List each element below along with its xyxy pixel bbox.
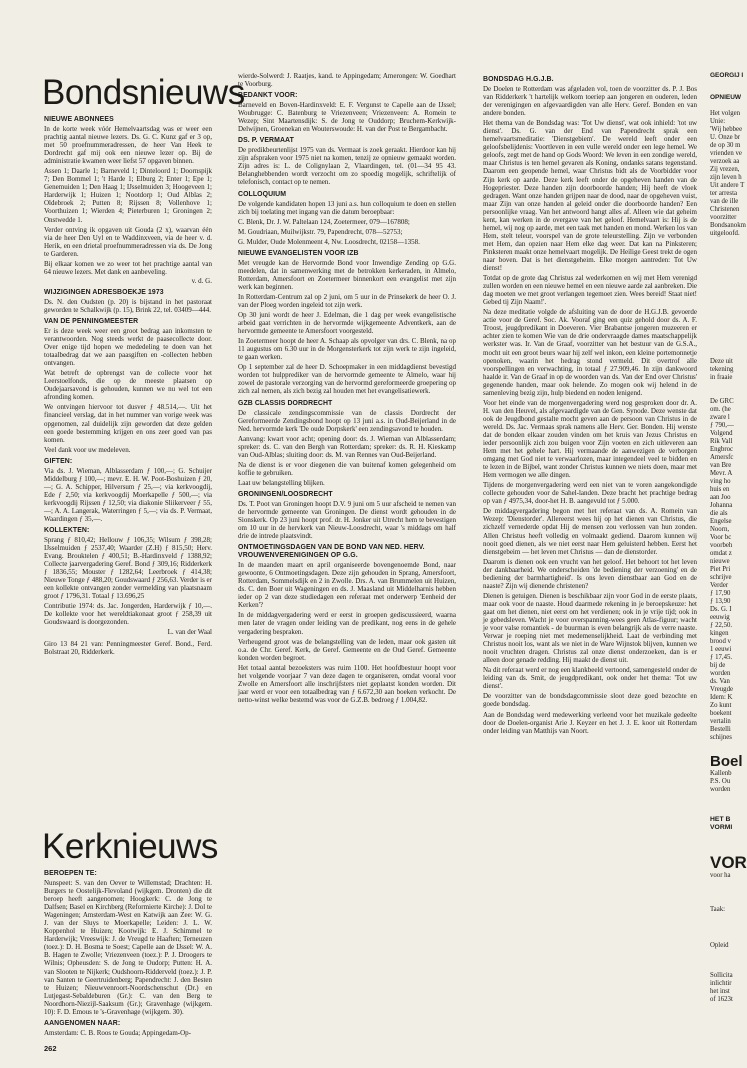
article <box>44 640 212 656</box>
clipped-line: brood v <box>710 638 731 646</box>
article-paragraph: Barneveld en Boven-Hardinxveld: E. F. Vergunst te Capelle aan de IJssel; Woubrugge: C. Batenburg te Vriezenveen; Vriezenveen: A. Romein te Wezep; Sint Maartensdijk: S. de Jong te Ouddorp; Bruchem-Kerkwijk-Delwijnen, Groenekan en Wouterswoude: H. van der Post te Bergambacht. <box>238 101 456 134</box>
article <box>44 318 212 454</box>
article-paragraph: De voorzitter van de bondsdagcommissie sloot deze goed bezochte en goede bondsdag. <box>483 692 697 709</box>
article-paragraph: Totdat op de grote dag Christus zal wederkomen en wij met Hem verenigd zullen worden en een nieuwe hemel en een nieuwe aarde zal aanbreken. Die dag moeten we met groot verlangen tegemoet zien. Wees bereid! Staat niet! Gebed tij Zijn Naam!'. <box>483 274 697 307</box>
clipped-line: in fraaie <box>710 374 733 382</box>
article-paragraph: Aan de Bondsdag werd medewerking verleend voor het muzikale gedeelte door de Doelen-organist Arie J. Keyzer en het J. J. E. koor uit Rotterdam onder leiding van Matthijs van Noort. <box>483 710 697 735</box>
kerknieuws-section <box>42 827 218 1041</box>
clipped-line: U. Onze br <box>710 134 741 142</box>
clipped-lines-6 <box>710 872 738 880</box>
article <box>238 92 456 133</box>
clipped-line: ƒ 17,45. <box>710 654 733 662</box>
article <box>238 250 456 396</box>
clipped-line: verzoek aa <box>710 158 740 166</box>
article-paragraph: Op 30 juni wordt de heer J. Edelman, die 1 dag per week evangelistische arbeid gaat verrichten in de hervormde wijkgemeente Adventkerk, aan de hervormde gemeente te Amersfoort voorgesteld. <box>238 311 456 336</box>
clipped-line: worden <box>710 670 731 678</box>
clipped-line: ƒ 17,90 <box>710 590 731 598</box>
article-paragraph: De volgende kandidaten hopen 13 juni a.s. hun colloquium te doen en stellen zich bij toelating met ingang van die datum beroepbaar: <box>238 199 456 216</box>
clipped-line: 1 eeuwi <box>710 646 732 654</box>
clipped-line: schrijve <box>710 574 732 582</box>
article-paragraph: G. Mulder, Oude Molenmeent 4, Nw. Loosdrecht, 02158—1358. <box>238 237 420 246</box>
article-paragraph: Er is deze week weer een groot bedrag aan inkomsten te verantwoorden. Nog steeds werkt de paasecollecte door. Over enige tijd hopen we mededeling te doen van het totaalbedrag dat we aan paasgiften en -collecten hebben ontvangen. <box>44 326 212 368</box>
article-heading: AANGENOMEN NAAR: <box>44 1019 121 1027</box>
article <box>44 1020 212 1037</box>
clipped-header: GEORGIJ I <box>710 72 744 79</box>
clipped-line: zware l <box>710 414 730 422</box>
section-title-kerknieuws: Kerknieuws <box>42 827 218 866</box>
clipped-line: Deze uit <box>710 358 733 366</box>
article-paragraph: Na de dienst is er voor diegenen die van buitenaf komen gelegenheid om koffie te gebruiken. <box>238 460 456 477</box>
article <box>44 289 212 314</box>
clipped-line: ƒ 13,90 <box>710 598 731 606</box>
article-paragraph: Dienen is getuigen. Dienen is beschikbaar zijn voor God in de eerste plaats, maar ook voor de naaste. Houd daarmede rekening in je beroepskeuze: het gaat om het dienen, niet eerst om het verdienen; ook in je vrije tijd; ook in je gebedsleven. Wacht je voor overspanning-wees geen Atlas-figuur; wacht je voor valse romantiek - de buurman is even belangrijk als de verre naaste. Verwar je roeping niet met medemenselijkheid. Laat de verbinding met Christus nooit los, want als we niet in de Ware Wijnstok blijven, kunnen we nooit vruchten dragen. Christus zal onze dienst onderzoeken, dan is er alleen door genade redding. Hij maakt de dienst uit. <box>483 591 697 665</box>
article-paragraph: We ontvingen hiervoor tot dusver ƒ 48.514,—. Uit het financieel verslag, dat in het nummer van vorige week was opgenomen, zal duidelijk zijn geworden dat deze gelden een goede bestemming krijgen en ons zeer goed van pas komen. <box>44 403 212 444</box>
clipped-lines-2 <box>710 358 738 382</box>
clipped-line: schijnes <box>710 734 732 742</box>
article <box>44 870 212 1016</box>
article-paragraph: Ds. N. den Oudsten (p. 20) is bijstand in het pastoraat geworden te Schalkwijk (p. 15), Brink 22, tel. 03409—444. <box>44 297 212 314</box>
clipped-line: Engelse <box>710 518 732 526</box>
article <box>238 137 456 186</box>
clipped-line: Mevr. A <box>710 470 733 478</box>
clipped-line: Piet Pri <box>710 566 731 574</box>
article-paragraph: Tijdens de morgenvergadering werd een niet van te voren aangekondigde collecte gehouden voor de Sahel-landen. Deze bracht het prachtige bedrag op van ƒ 4975,34, door-het H. B. aangevuld tot ƒ 5.000. <box>483 481 697 506</box>
article <box>238 72 456 88</box>
article-paragraph: Sprang ƒ 810,42; Hellouw ƒ 106,35; Wilsum ƒ 398,28; IJsselmuiden ƒ 2537,40; Waarder (Z.H) ƒ 815,50; Herv. Evang. Brouktelen ƒ 400,51; B.-Hardinxveld ƒ 1388,92; Collecte jaarvergadering Geref. Bond ƒ 309,16; Ridderkerk ƒ 1836,55; Mouster ƒ 1282,64; Leerbroek ƒ 414,38; Nieuwe Tonge ƒ 488,20; Goudswaard ƒ 256,63. Verder is er een kollekte ontvangen zonder vermelding van plaatsnaam groot ƒ 1796,31. Totaal ƒ 13.696,25 <box>44 536 212 601</box>
article-heading: WIJZIGINGEN ADRESBOEKJE 1973 <box>44 288 164 296</box>
clipped-line: omdat z <box>710 550 732 558</box>
column-2 <box>238 72 456 708</box>
clipped-line: van de ille <box>710 198 739 206</box>
clipped-line: de op 30 m <box>710 142 741 150</box>
article-paragraph: Bij elkaar komen we zo weer tot het prachtige aantal van 64 nieuwe lezers. Met dank en aanbeveling. <box>44 259 212 276</box>
article-paragraph: Het thema van de Bondsdag was: 'Tot Uw dienst', wat ook inhield: 'tot uw dienst'. Ds. G. van der End van Papendrecht sprak een hemelvaartsmeditatie: 'Dienstgebiem'. De wereld leeft onder een geloofsbelijdenis: Voortleven in een vulle wereld onder een lege hemel. We geloofs, zegt met de hand op Gods Woord: We leven in een zondige wereld, maar Christus is ten hemel gevaren als Koning, ondanks satans tegenstand. Daarom een geopende hemel, waar Christus bidt als de Voorbidder voor Zijn kerk op aarde. Deze kerk leeft onder de opgeheven handen van de Hogepriester. Deze handen zijn doorboorde handen; Hij heeft de vloek gedragen. Want onze handen grijpen naar de dood, naar de opgeheven vuist, maar Zijn van onze handen al geleid onder die doorboorde handen? Een persoonlijke vraag. Van het antwoord hangt alles af. Alleen wie dat geheim kent, kan werken in de overgave van het geloof. Hemelvaart is: Hij is de hemel, wij nog op aarde, met een taak met handen en mond. Werken los van Hem, stelt teleur, voorspel van de grote teleurstelling. Zijn ve verbonden met Hem, dan opzien naar Hem elke dag weer. Dat kan na Pinksteren; Pinksteren maakt onze hemelvaart mogelijk. De Heilige Geest trekt de ogen naar boven. Dat is het dienstgeheim. Elke morgen aantreden: Tot Uw dienst! <box>483 119 697 273</box>
article <box>44 527 212 636</box>
clipped-line: ter arresta <box>710 190 737 198</box>
article-heading: COLLOQUIUM <box>238 190 287 198</box>
article-paragraph: Voor het einde van de morgenvergadering werd nog gesproken door dr. A. H. van den Heuvel, als afgevaardigde van de Gen. Synode. Deze wenste dat ook de Jeugdbond gestalte mocht geven aan de persoon van Christus in de wereld. Ds. Jac. Vermaas sprak namens alle Herv. Ger. Bonden. Hij wenste dat de bonden elkaar zouden vinden om het kruis van Jezus Christus en ieder persoonlijk zich zou buigen voor Zijn voeten en zich uitleveren aan Hem met het gehele hart. Hij vermaande de aanwezigen de verborgen omgang met God niet te verwaarlozen, maar integendeel veel te bidden en te lezen in de Bijbel, want zonder Christus kunnen we niets doen, maar met Hem vermogen we alle dingen. <box>483 398 697 480</box>
article-heading: DS. P. VERMAAT <box>238 137 294 145</box>
article-signature: L. van der Waal <box>167 627 212 636</box>
article-paragraph: Nunspeet: S. van den Oever te Willemstad; Drachten: H. Burgers te Oostelijk-Flevoland (wijkgem. Dronten) die dit beroep heeft aangenomen; Hoogkerk: C. de Jong te Dalfsen; Basel en Kirchberg (Reformierte Kirche): J. Dol te Wageningen; Amsterdam-West en Katwijk aan Zee: W. G. J. van der Sluys te Moerkapelle; Leiden: J. L. W. Koppenhol te Huizen; Kootwijk: E. J. Schimmel te Harderwijk; Vreeswijk: J. de Vreugd te Haaften; Terneuzen (toez.): D. H. Bosma te Soest; Capelle aan de IJssel: W. A. B. Hagen te Zwolle; Vriezenveen (toez.): P. J. Droogers te Wilnis; Opheusden: S. de Jong te Oudorp; Putten: H. A. van Slooten te Nijkerk; Oudshoorn-Ridderveld (toez.): J. P. van Santen te Geertruidenberg; Papendrecht: J. den Besten te Huizen; Nieuwvenroort-Noordschenschut (Dr.) en Lutjegast-Sebaldeburen (Gr.): C. van den Berg te Noordhorn-Niezijl-Saaksum (Gr.); Gravenhage (wijkgem. 10): F. D. Emous te 's-Gravenhage (wijkgem. 30). <box>44 879 212 1016</box>
article-heading: ONTMOETINGSDAGEN VAN DE BOND VAN NED. HERV. VROUWENVERENIGINGEN OP G.G. <box>238 544 425 560</box>
clipped-line: ƒ 790,— <box>710 422 734 430</box>
column-4-clipped <box>710 72 747 1068</box>
clipped-line: Bestelli <box>710 726 731 734</box>
article-paragraph: wierde-Solwerd: J. Raatjes, kand. te Appingedam; Amerongen: W. Goedhart te Voorburg. <box>238 72 456 89</box>
article-paragraph: Veel dank voor uw medeleven. <box>44 445 131 454</box>
article-heading: BONDSDAG H.G.J.B. <box>483 76 554 83</box>
clipped-line: ds. Van <box>710 678 730 686</box>
clipped-line: uitgeloofd. <box>710 230 740 238</box>
article-paragraph: Aanvang: kwart voor acht; opening door: ds. J. Wieman van Alblasserdam; spreker: ds. C. van den Bergh van Rotterdam; spreker: ds. R. H. Kieskamp van Oud-Alblas; sluiting door: ds. M. van Rennes van Oud-Beijerland. <box>238 434 456 459</box>
article-paragraph: Na deze meditatie volgde de afsluiting van de door de H.G.J.B. gevoerde actie voor de Geref. Soc. Ak. Vooraf ging een quiz gehold door ds. A. F. Troost, jeugdpredikant in Doeveren. Vier Brabantse jongeren muzeeren er achter zien te komen Wie van de drie ondervraagde dames maatschappelijk werkster was. Ir. Van de Graaf, voorzitter van het bestuur van de G.S.A., mocht uit een groot beurs waar hij zelf wel inkon, een kleine portemonnetje openoken, waarin het hedrag stond vermeld. Dit overtrof alle voorspellingen en verwachting, in totaal ƒ 27.909,46. In zijn dankwoord haalde ir. Van de Graaf in op de woorden van ds. Van der End over Christus' gegenende handen, maar ook helende. Zo mogen ook wij helend in de samenleving bezig zijn, hulp biedend en noden lenigend. <box>483 308 697 397</box>
article-paragraph: Wat betreft de opbrengst van de collecte voor het Leerstoelfonds, die op de meeste plaatsen op Oudejaarsavond is gehouden, kunnen we nu wel tot een afronding komen. <box>44 369 212 402</box>
article-heading: NIEUWE ABONNEES <box>44 116 114 123</box>
clipped-opleiding: Opleid <box>710 942 729 950</box>
article-paragraph: De Doelen te Rotterdam was afgeladen vol, toen de voorzitter ds. P. J. Bos van Ridderkerk 't hartelijk welkom toeriep aan jongeren en ouderen, leden der verenigingen en afgevaardigden van alle Herv. Geref. Bonden en van andere bonden. <box>483 85 697 118</box>
article-paragraph: De middagvergadering begon met het referaat van ds. A. Romein van Wezep: 'Dienstorder'. Allereerst wees hij op het dienen van Christus, die zichzelf vernederde opdat Hij de mensen zou verlossen van hun zonden. Allen Christus heeft volledig en volmaakt gediend. Daarom kunnen wij nooit goed dienen, als we niet eerst naar Hem geluisterd hebben. Eerst het dienstgebeim — het leven met Christus — dan de dienstorder. <box>483 507 697 556</box>
clipped-line: of 1623t <box>710 996 733 1004</box>
clipped-line: HET B <box>710 816 731 824</box>
clipped-line: voor ha <box>710 872 731 880</box>
article <box>238 400 456 487</box>
article-paragraph: In de middagvergadering werd er eerst in groepen gediscussieerd, waarna men later de vragen onder leiding van de predikant, nog eens in de gehele vergadering bespraken. <box>238 611 456 636</box>
article-paragraph: De predikbeurtenlijst 1975 van ds. Vermaat is zoek geraakt. Hierdoor kan hij zijn afspraken voor 1975 niet na komen, tenzij ze opnieuw gemaakt worden. Zijn adres is: L. de Colignylaan 2, Vlaardingen, tel. (01—34 95 43. Belanghebbenden wordt verzocht om zo spoedig mogelijk, schriftelijk of telefonisch, contact op te nemen. <box>238 146 456 187</box>
article-heading: KOLLEKTEN: <box>44 527 90 535</box>
clipped-line: inlichtir <box>710 980 732 988</box>
clipped-line: ƒ 22,50. <box>710 622 733 630</box>
article <box>238 544 456 704</box>
clipped-line: tekening <box>710 366 734 374</box>
article-heading: GZB CLASSIS DORDRECHT <box>238 399 333 407</box>
clipped-subheader: OPNIEUW <box>710 94 742 102</box>
clipped-line: het inst <box>710 988 730 996</box>
article <box>483 76 697 735</box>
article-paragraph: Assen 1; Daarle 1; Barneveld 1; Dinteloord 1; Doornspijk 7; Den Bommel 1; 't Harde 1; Elburg 2; Enter 1; Epe 1; Genemuiden 1; Den Haag 1; IJsselmuiden 3; Hoogeveen 1; Harderwijk 1; Huizen 1; Nootdorp 1; Oud Alblas 2; Oldebroek 2; Putten 8; Rijssen 8; Vollenhove 1; Voorthuizen 1; Wierden 4; Pieterburen 1; Groningen 2; Onstwedde 1. <box>44 167 212 224</box>
clipped-lines-7 <box>710 972 738 1004</box>
clipped-line: Johanna <box>710 502 733 510</box>
article-paragraph: Verder ontving ik opgaven uit Gouda (2 x), waarvan één via de heer Den Uyl en te Waddinxveen, via de heer v. d. Herik, en een drietal proefnummeradressen via ds. De Jong te Garderen. <box>44 225 212 258</box>
clipped-line: eeuwig <box>710 614 730 622</box>
article-paragraph: De classicale zendingscommissie van de classis Dordrecht der Gereformeerde Zendingsbond hoopt op 13 juni a.s. in Oud-Beijerland in de Ned. hervormde kerk 'De oude Dorpskerk' een zendingsavond te houden. <box>238 408 456 433</box>
article-paragraph: Verheugend groot was de belangstelling van de leden, maar ook gasten uit o.a. de Chr. Geref. Kerk, de Geref. Gemeente en de Oud Geref. Gemeente konden worden begroet. <box>238 637 456 662</box>
article-heading: BEROEPEN TE: <box>44 870 97 877</box>
article <box>238 191 456 246</box>
article-paragraph: In Rotterdam-Centrum zal op 2 juni, om 5 uur in de Prinsekerk de heer O. J. van der Ploeg worden ingeleid tot zijn werk. <box>238 292 456 309</box>
clipped-line: vrienden ve <box>710 150 742 158</box>
clipped-line: die als <box>710 510 728 518</box>
clipped-heading-boek: Boel <box>710 753 743 771</box>
clipped-line: Unie: <box>710 118 726 126</box>
section-title-bondsnieuws: Bondsnieuws <box>42 73 245 112</box>
article-signature: v. d. G. <box>191 276 212 285</box>
clipped-line: Sollicita <box>710 972 733 980</box>
article-heading: VAN DE PENNINGMEESTER <box>44 317 139 325</box>
article-paragraph: Het totaal aantal bezoeksters was ruim 1100. Het hoofdbestuur hoopt voor het volgende voorjaar 7 van deze dagen te organiseren, omdat vooral voor Zwolle en Amersfoort alle inschrijfsters niet geplaatst konden worden. Dit jaar werd er voor een totaalbedrag van ƒ 6.672,30 aan boeken verkocht. De netto-winst welke bestemd was voor de G.Z.B. bedroeg ƒ 1.004,82. <box>238 663 456 704</box>
clipped-line: boekent <box>710 710 732 718</box>
clipped-line: Bondsanokm <box>710 222 746 230</box>
clipped-line: worden <box>710 786 731 794</box>
column-1-articles <box>44 116 212 656</box>
article-paragraph: Laat uw belangstelling blijken. <box>238 478 325 487</box>
column-3-articles <box>483 76 697 735</box>
clipped-line: kingen <box>710 630 729 638</box>
article-paragraph: Na dit referaat werd er nog een klankbeeld vertoond, samengesteld onder de leiding van ds. Smit, de jeugdpredikant, ook onder het thema: 'Tot uw dienst'. <box>483 666 697 691</box>
page-number: 262 <box>44 1044 57 1053</box>
clipped-lines-5 <box>710 816 738 832</box>
clipped-line: Vreugde <box>710 686 733 694</box>
clipped-line: Kallenb <box>710 770 732 778</box>
clipped-line: 'Wij hebbee <box>710 126 743 134</box>
article <box>44 458 212 523</box>
clipped-line: Christenen <box>710 206 740 214</box>
clipped-line: Uit andere T <box>710 182 745 190</box>
article-heading: GIFTEN: <box>44 457 73 465</box>
clipped-line: Idem: K <box>710 694 733 702</box>
clipped-line: huis en <box>710 486 730 494</box>
clipped-lines-1 <box>710 110 746 238</box>
article-paragraph: Via ds. J. Wieman, Alblasserdam ƒ 100,—; G. Schuijer Middelburg ƒ 100,—; mevr. E. H. W. Poot-Boshuizen ƒ 20,—; G. A. Schipper, Hilversum ƒ 25,—; via kerkvoogdij, Ede ƒ 2,50; via kerkvoogdij Moerkapelle ƒ 500,—; via kerkvoogdij Rijssen ƒ 12,50; via diakonie Sliikerveer ƒ 55,—; A. A. Langerak, Waterringen ƒ 5,—; via ds. P. Vermaat, Waardingen ƒ 35,—. <box>44 466 212 523</box>
clipped-line: Noorn, <box>710 526 730 534</box>
clipped-line: voorbeh <box>710 542 733 550</box>
clipped-line: zijn leven h <box>710 174 742 182</box>
clipped-line: Zo kunt <box>710 702 732 710</box>
clipped-line: VORMI <box>710 824 733 832</box>
article-paragraph: In de maanden maart en april organiseerde bovengenoemde Bond, naar gewoonte, 6 Ontmoetingsdagen. Deze zijn gehouden in Sprang, Amersfoort, Rotterdam, Sommelsdijk en 2 in Zwolle. Drs. A. van Brummelen uit Huizen, ds. C. den Boer uit Wageningen en ds. J. Maasland uit Middelharnis hebben ieder op 2 van deze studiedagen een referaat met onderwerp 'Eenheid der Kerken'? <box>238 561 456 610</box>
clipped-line: voorzitter <box>710 214 737 222</box>
article-paragraph: In Zoetermeer hoopt de heer A. Schaap als opvolger van drs. C. Blenk, na op 11 augustus om 6.30 uur in de Morgensterkerk tot zijn werk te zijn ingeleid, te gaan werken. <box>238 337 456 362</box>
clipped-line: Volgend <box>710 430 733 438</box>
article-paragraph: Met vreugde kan de Hervormde Bond voor Inwendige Zending op G.G. meedelen, dat in samenwerking met de betrokken kerkeraden, in Almelo, Rotterdam, Amersfoort en Zoetermeer binnenkort een evangelist met zijn werk kan beginnen. <box>238 258 456 291</box>
clipped-line: bij de <box>710 662 726 670</box>
article <box>44 116 212 285</box>
clipped-line: Verder <box>710 582 729 590</box>
clipped-line: Ds. G. I <box>710 606 732 614</box>
article-heading: GRONINGEN/LOOSDRECHT <box>238 490 333 498</box>
clipped-line: Voor bc <box>710 534 732 542</box>
clipped-line: Het volgen <box>710 110 741 118</box>
article-paragraph: Giro 13 84 21 van: Penningmeester Geref. Bond., Ferd. Bolstraat 20, Ridderkerk. <box>44 639 212 656</box>
clipped-line: van Bre <box>710 462 732 470</box>
article-paragraph: C. Blenk, Dr. J. W. Paltelaan 124, Zoetermeer, 079—167808; <box>238 217 410 226</box>
article-paragraph: Contributie 1974: ds. Jac. Jongerden, Harderwijk ƒ 10,—. De kollekte voor het wereldtiakonaat groot ƒ 258,39 uit Goudswaard is doorgezonden. <box>44 602 212 627</box>
clipped-lines-3 <box>710 398 738 742</box>
clipped-line: Rik Vall <box>710 438 733 446</box>
clipped-line: De GRC <box>710 398 734 406</box>
clipped-task: Taak: <box>710 906 725 914</box>
article-paragraph: Daarom is dienen ook een vrucht van het geloof. Het behoort tot het leven der dankbaarheid. We onderscheiden 'de bediening der verzoening' en de bediening der barmhartigheid'. Is ons leven dienstbaar aan God en de naaste? Zijn wij dienende christenen? <box>483 557 697 590</box>
kerknieuws-articles <box>44 870 212 1037</box>
clipped-line: aan Joo <box>710 494 731 502</box>
clipped-line: P.S. Ou <box>710 778 731 786</box>
article-paragraph: In de korte week vóór Hemelvaartsdag was er weer een prachtig aantal nieuwe lezers. Ds. G. C. Kunz gaf er 3 op, met 50 proefnummeradressen, de heer Van Heek te Dordrecht gaf mij ook een nieuwe lezer op. Bij de administratie kwamen weer liefst 57 opgaven binnen. <box>44 125 212 166</box>
article-heading: NIEUWE EVANGELISTEN VOOR IZB <box>238 249 359 257</box>
clipped-line: Zij vrezen, <box>710 166 740 174</box>
clipped-line: Amersfc <box>710 454 734 462</box>
column-3 <box>483 72 697 739</box>
article-paragraph: Op 1 september zal de heer D. Schoepmaker in een middagdienst bevestigd worden tot hulpprediker van de hervormde gemeente te Almelo, waar hij zowel de pastorale verzorging van de hervormd gereformeerde groepering op zich zal nemen, als zich bezig zal houden met het evangelisatiewerk. <box>238 363 456 396</box>
clipped-line: ving ho <box>710 478 731 486</box>
article-paragraph: Ds. T. Poot van Groningen hoopt D.V. 9 juni om 5 uur afscheid te nemen van de hervormde gemeente van Groningen. De dienst wordt gehouden in de Sionskerk. Op 23 juni hoopt prof. dr. H. Jonker uit Utrecht hem te bevestigen om 10 uur in de hervkerk van Nieuw-Loosdrecht, waar 's middags om half drie de intrede plaatsvindt. <box>238 499 456 541</box>
article <box>238 491 456 540</box>
article-paragraph: Amsterdam: C. B. Roos te Gouda; Appingedam-Op- <box>44 1028 191 1037</box>
column-2-articles <box>238 72 456 704</box>
clipped-line: om. (he <box>710 406 731 414</box>
clipped-heading-vor: VOR <box>710 853 747 873</box>
clipped-line: Engbroc <box>710 446 734 454</box>
clipped-line: nieuwe <box>710 558 730 566</box>
column-1 <box>42 73 245 660</box>
article-heading: BEDANKT VOOR: <box>238 92 298 100</box>
article-paragraph: M. Goudriaan, Muilwijkstr. 79, Papendrecht, 078—52753; <box>238 227 403 236</box>
clipped-line: vertalin <box>710 718 731 726</box>
clipped-lines-4 <box>710 770 738 794</box>
